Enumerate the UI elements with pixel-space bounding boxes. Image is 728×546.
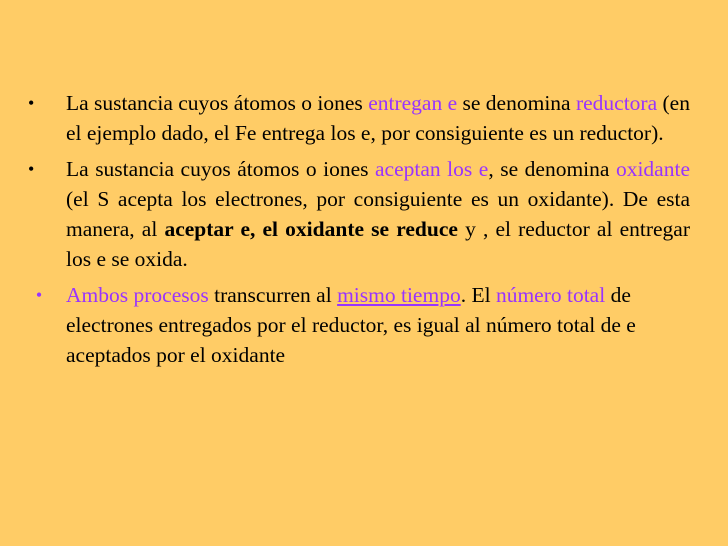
bullet-item-ambos-procesos: [28, 280, 690, 370]
highlight-reductora: reductora: [575, 91, 658, 115]
bullet-item-reductora: [28, 88, 690, 148]
bullet-item-oxidante: [28, 154, 690, 274]
highlight-oxidante: oxidante: [615, 157, 690, 181]
bullet-text: (en el ejemplo dado, el Fe entrega los e, por consiguiente es un reductor).: [66, 91, 690, 145]
highlight-numero-total: número total: [495, 283, 606, 307]
bullet-text: La sustancia cuyos átomos o iones: [66, 157, 375, 181]
highlight-ambos-procesos: Ambos procesos: [66, 283, 209, 307]
bullet-text: y , el reductor al entregar los e se oxida.: [66, 217, 690, 271]
bullet-text: se denomina: [457, 91, 576, 115]
bullet-text: , se denomina: [488, 157, 616, 181]
highlight-aceptan-los-e: aceptan los e: [375, 157, 489, 181]
bullet-text: de electrones entregados por el reductor, es igual al número total de e aceptados por el oxidante: [66, 283, 636, 367]
bullet-text: La sustancia cuyos átomos o iones: [66, 91, 369, 115]
bullet-dot-icon: •: [28, 159, 35, 179]
bold-oxidante-se-reduce: aceptar e, el oxidante se reduce: [164, 217, 458, 241]
highlight-entregan-e: entregan e: [368, 91, 458, 115]
bullet-text: (el S acepta los electrones, por consiguiente es un oxidante). De esta manera, al: [66, 187, 690, 241]
bullet-text: . El: [460, 283, 496, 307]
slide-content: [28, 88, 690, 370]
link-mismo-tiempo[interactable]: mismo tiempo: [337, 283, 461, 307]
bullet-dot-icon: •: [35, 285, 43, 305]
bullet-dot-icon: •: [28, 93, 35, 113]
bullet-text: transcurren al: [208, 283, 338, 307]
